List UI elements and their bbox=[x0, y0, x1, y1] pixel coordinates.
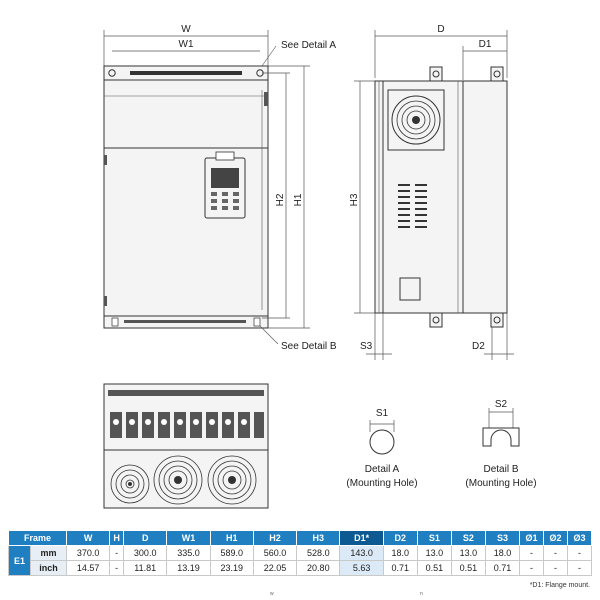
enclosure-bottom bbox=[104, 384, 268, 508]
value-cell: 13.0 bbox=[451, 546, 485, 561]
col-header: S2 bbox=[451, 531, 485, 546]
value-cell: 0.51 bbox=[417, 561, 451, 576]
value-cell: - bbox=[567, 561, 591, 576]
detail-b bbox=[465, 399, 536, 489]
value-cell: 335.0 bbox=[167, 546, 210, 561]
col-header: H1 bbox=[210, 531, 253, 546]
bottom-view bbox=[104, 384, 268, 508]
value-cell: 14.57 bbox=[66, 561, 109, 576]
col-header: S1 bbox=[417, 531, 451, 546]
col-header: W1 bbox=[167, 531, 210, 546]
value-cell: - bbox=[110, 561, 124, 576]
value-cell: 13.19 bbox=[167, 561, 210, 576]
frame-cell: E1 bbox=[9, 546, 31, 576]
col-header: S3 bbox=[485, 531, 519, 546]
col-header: H2 bbox=[253, 531, 296, 546]
col-header: D2 bbox=[383, 531, 417, 546]
table-row bbox=[9, 561, 592, 576]
unit-cell: inch bbox=[31, 561, 67, 576]
value-cell: 20.80 bbox=[297, 561, 340, 576]
col-header: H3 bbox=[297, 531, 340, 546]
table-row bbox=[9, 546, 592, 561]
stray-mark-left: w bbox=[270, 591, 274, 597]
col-header: Frame bbox=[9, 531, 67, 546]
value-cell: - bbox=[543, 561, 567, 576]
value-cell: 300.0 bbox=[124, 546, 167, 561]
label-s2: S2 bbox=[494, 399, 508, 410]
value-cell: - bbox=[520, 561, 544, 576]
value-cell: - bbox=[110, 546, 124, 561]
detail-b-subtitle: (Mounting Hole) bbox=[465, 478, 537, 489]
dimension-table bbox=[8, 530, 592, 576]
value-cell: 22.05 bbox=[253, 561, 296, 576]
label-s1: S1 bbox=[375, 408, 389, 419]
value-cell: 560.0 bbox=[253, 546, 296, 561]
col-header: W bbox=[66, 531, 109, 546]
label-h3: H3 bbox=[349, 193, 360, 207]
mounting-slot bbox=[483, 428, 519, 446]
value-cell: 528.0 bbox=[297, 546, 340, 561]
label-h1: H1 bbox=[293, 193, 304, 207]
value-cell: 18.0 bbox=[383, 546, 417, 561]
value-cell: - bbox=[567, 546, 591, 561]
value-cell: - bbox=[543, 546, 567, 561]
detail-a bbox=[346, 408, 417, 489]
col-header: Ø2 bbox=[543, 531, 567, 546]
label-h2: H2 bbox=[275, 193, 286, 207]
see-detail-a-label: See Detail A bbox=[281, 40, 337, 51]
front-view bbox=[104, 24, 337, 352]
value-cell: 18.0 bbox=[485, 546, 519, 561]
label-w1: W1 bbox=[178, 39, 194, 50]
side-view bbox=[349, 24, 514, 360]
detail-a-title: Detail A bbox=[364, 464, 400, 475]
label-d2: D2 bbox=[472, 341, 485, 352]
col-header: H bbox=[110, 531, 124, 546]
value-cell: 143.0 bbox=[340, 546, 383, 561]
value-cell: 0.71 bbox=[485, 561, 519, 576]
stray-mark-right: n bbox=[420, 591, 423, 597]
value-cell: 5.63 bbox=[340, 561, 383, 576]
label-d: D bbox=[437, 24, 445, 35]
value-cell: 589.0 bbox=[210, 546, 253, 561]
col-header: D bbox=[124, 531, 167, 546]
label-d1: D1 bbox=[478, 39, 492, 50]
unit-cell: mm bbox=[31, 546, 67, 561]
value-cell: 0.51 bbox=[451, 561, 485, 576]
side-tab-top bbox=[430, 67, 442, 81]
mounting-hole-round bbox=[370, 430, 394, 454]
value-cell: - bbox=[520, 546, 544, 561]
footnote: *D1: Flange mount. bbox=[529, 582, 590, 589]
value-cell: 13.0 bbox=[417, 546, 451, 561]
see-detail-b-label: See Detail B bbox=[281, 341, 337, 352]
label-w: W bbox=[181, 24, 191, 35]
value-cell: 11.81 bbox=[124, 561, 167, 576]
detail-b-title: Detail B bbox=[483, 464, 519, 475]
col-header: Ø3 bbox=[567, 531, 591, 546]
col-header: D1* bbox=[340, 531, 383, 546]
label-s3: S3 bbox=[360, 341, 373, 352]
value-cell: 23.19 bbox=[210, 561, 253, 576]
detail-a-subtitle: (Mounting Hole) bbox=[346, 478, 418, 489]
table-header-row bbox=[9, 531, 592, 546]
value-cell: 370.0 bbox=[66, 546, 109, 561]
value-cell: 0.71 bbox=[383, 561, 417, 576]
col-header: Ø1 bbox=[520, 531, 544, 546]
